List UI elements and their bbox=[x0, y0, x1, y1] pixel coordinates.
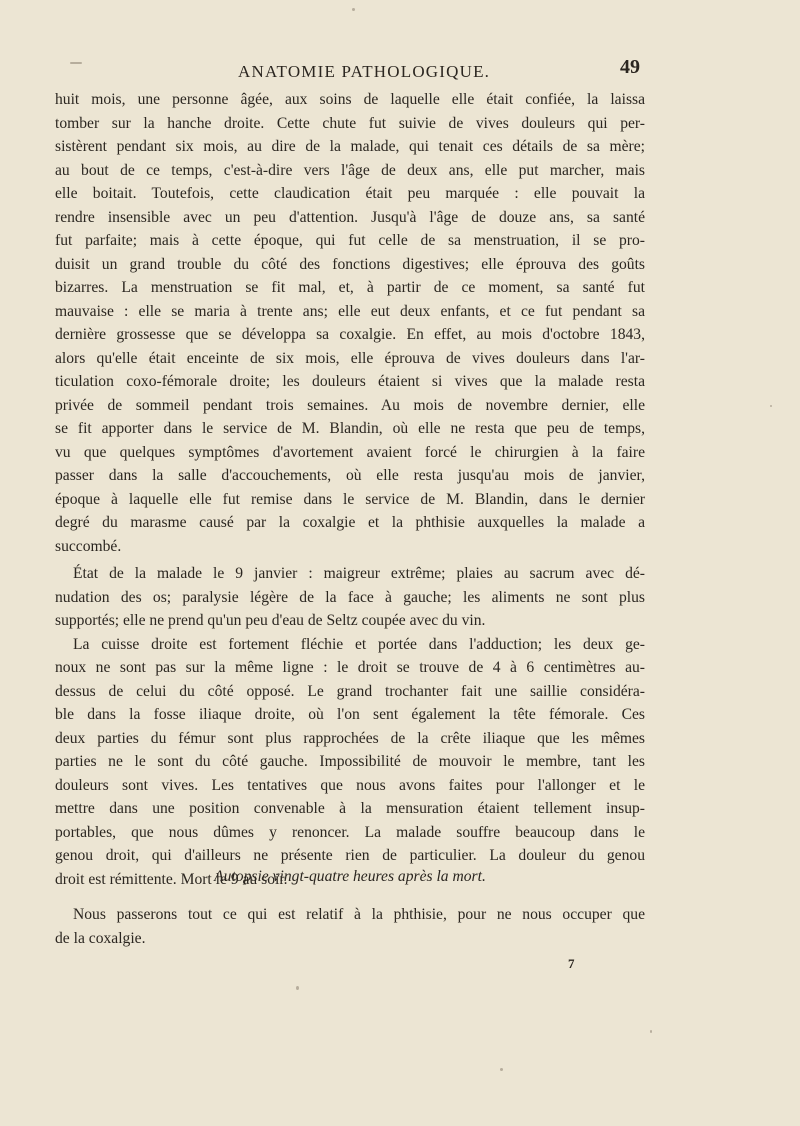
text-line: nudation des os; paralysie légère de la face à gauche; les aliments ne sont plus bbox=[55, 588, 645, 606]
paper-speck bbox=[70, 62, 82, 64]
text-line: époque à laquelle elle fut remise dans le service de M. Blandin, dans le dernier bbox=[55, 490, 645, 508]
text-line: tomber sur la hanche droite. Cette chute fut suivie de vives douleurs qui per- bbox=[55, 114, 645, 132]
text-line: mauvaise : elle se maria à trente ans; elle eut deux enfants, et ce fut pendant sa bbox=[55, 302, 645, 320]
body-text bbox=[55, 88, 645, 891]
text-line: alors qu'elle était enceinte de six mois, elle éprouva de vives douleurs dans l'ar- bbox=[55, 349, 645, 367]
text-line: elle boitait. Toutefois, cette claudication était peu marquée : elle pouvait la bbox=[55, 185, 645, 202]
text-line: degré du marasme causé par la coxalgie et la phthisie auxquelles la malade a bbox=[55, 514, 645, 531]
text-line: bizarres. La menstruation se fit mal, et, à partir de ce moment, sa santé fut bbox=[55, 279, 645, 296]
text-line: au bout de ce temps, c'est-à-dire vers l'âge de deux ans, elle put marcher, mais bbox=[55, 161, 645, 179]
text-line: supportés; elle ne prend qu'un peu d'eau de Seltz coupée avec du vin. bbox=[55, 612, 486, 629]
page-number: 49 bbox=[620, 56, 640, 78]
section-heading: Autopsie vingt-quatre heures après la mort. bbox=[214, 868, 486, 885]
text-line: huit mois, une personne âgée, aux soins de laquelle elle était confiée, la laissa bbox=[55, 91, 645, 108]
running-head bbox=[0, 56, 800, 86]
paper-speck bbox=[650, 1030, 652, 1033]
text-line: parties ne le sont du côté gauche. Impossibilité de mouvoir le membre, tant les bbox=[55, 753, 645, 770]
paper-speck bbox=[770, 405, 772, 407]
text-line: se fit apporter dans le service de M. Blandin, où elle ne resta que peu de temps, bbox=[55, 420, 645, 437]
signature-mark: 7 bbox=[568, 956, 575, 971]
text-line: noux ne sont pas sur la même ligne : le droit se trouve de 4 à 6 centimètres au- bbox=[55, 659, 645, 676]
text-line: vu que quelques symptômes d'avortement avaient forcé le chirurgien à la faire bbox=[55, 443, 645, 461]
text-line: Nous passerons tout ce qui est relatif à la phthisie, pour ne nous occuper que bbox=[73, 906, 645, 923]
paper-speck bbox=[296, 986, 299, 990]
paragraph-exam bbox=[55, 633, 645, 892]
text-line: duisit un grand trouble du côté des fonctions digestives; elle éprouva des goûts bbox=[55, 255, 645, 273]
paper-speck bbox=[352, 8, 355, 11]
paragraph-state bbox=[55, 562, 645, 633]
closing-paragraph bbox=[55, 903, 645, 950]
text-line: sistèrent pendant six mois, au dire de la malade, qui tenait ces détails de sa mère; bbox=[55, 138, 645, 155]
text-line: de la coxalgie. bbox=[55, 929, 146, 947]
running-title: ANATOMIE PATHOLOGIQUE. bbox=[238, 62, 491, 81]
text-line: privée de sommeil pendant trois semaines. Au mois de novembre dernier, elle bbox=[55, 396, 645, 414]
text-line: rendre insensible avec un peu d'attention. Jusqu'à l'âge de douze ans, sa santé bbox=[55, 208, 645, 226]
text-line: portables, que nous dûmes y renoncer. La malade souffre beaucoup dans le bbox=[55, 823, 645, 841]
text-line: deux parties du fémur sont plus rapprochées de la crête iliaque que les mêmes bbox=[55, 729, 645, 747]
text-line: La cuisse droite est fortement fléchie et portée dans l'adduction; les deux ge- bbox=[73, 635, 645, 653]
text-line: genou droit, qui d'ailleurs ne présente rien de particulier. La douleur du genou bbox=[55, 847, 645, 864]
text-line: dernière grossesse que se développa sa coxalgie. En effet, au mois d'octobre 1843, bbox=[55, 326, 645, 343]
text-line: droit est rémittente. Mort le 9 au soir. bbox=[55, 870, 288, 888]
text-line: ticulation coxo-fémorale droite; les douleurs étaient si vives que la malade resta bbox=[55, 373, 645, 390]
text-line: dessus de celui du côté opposé. Le grand trochanter fait une saillie considéra- bbox=[55, 682, 645, 700]
text-line: passer dans la salle d'accouchements, où elle resta jusqu'au mois de janvier, bbox=[55, 467, 645, 484]
paper-speck bbox=[500, 1068, 503, 1071]
text-line: ble dans la fosse iliaque droite, où l'on sent également la tête fémorale. Ces bbox=[55, 706, 645, 723]
paragraph-history bbox=[55, 88, 645, 558]
text-line: mettre dans une position convenable à la mensuration étaient tellement insup- bbox=[55, 800, 645, 817]
text-line: État de la malade le 9 janvier : maigreur extrême; plaies au sacrum avec dé- bbox=[73, 565, 645, 582]
text-line: succombé. bbox=[55, 537, 122, 555]
text-line: fut parfaite; mais à cette époque, qui fut celle de sa menstruation, il se pro- bbox=[55, 232, 645, 249]
text-line: douleurs sont vives. Les tentatives que nous avons faites pour l'allonger et le bbox=[55, 776, 645, 794]
